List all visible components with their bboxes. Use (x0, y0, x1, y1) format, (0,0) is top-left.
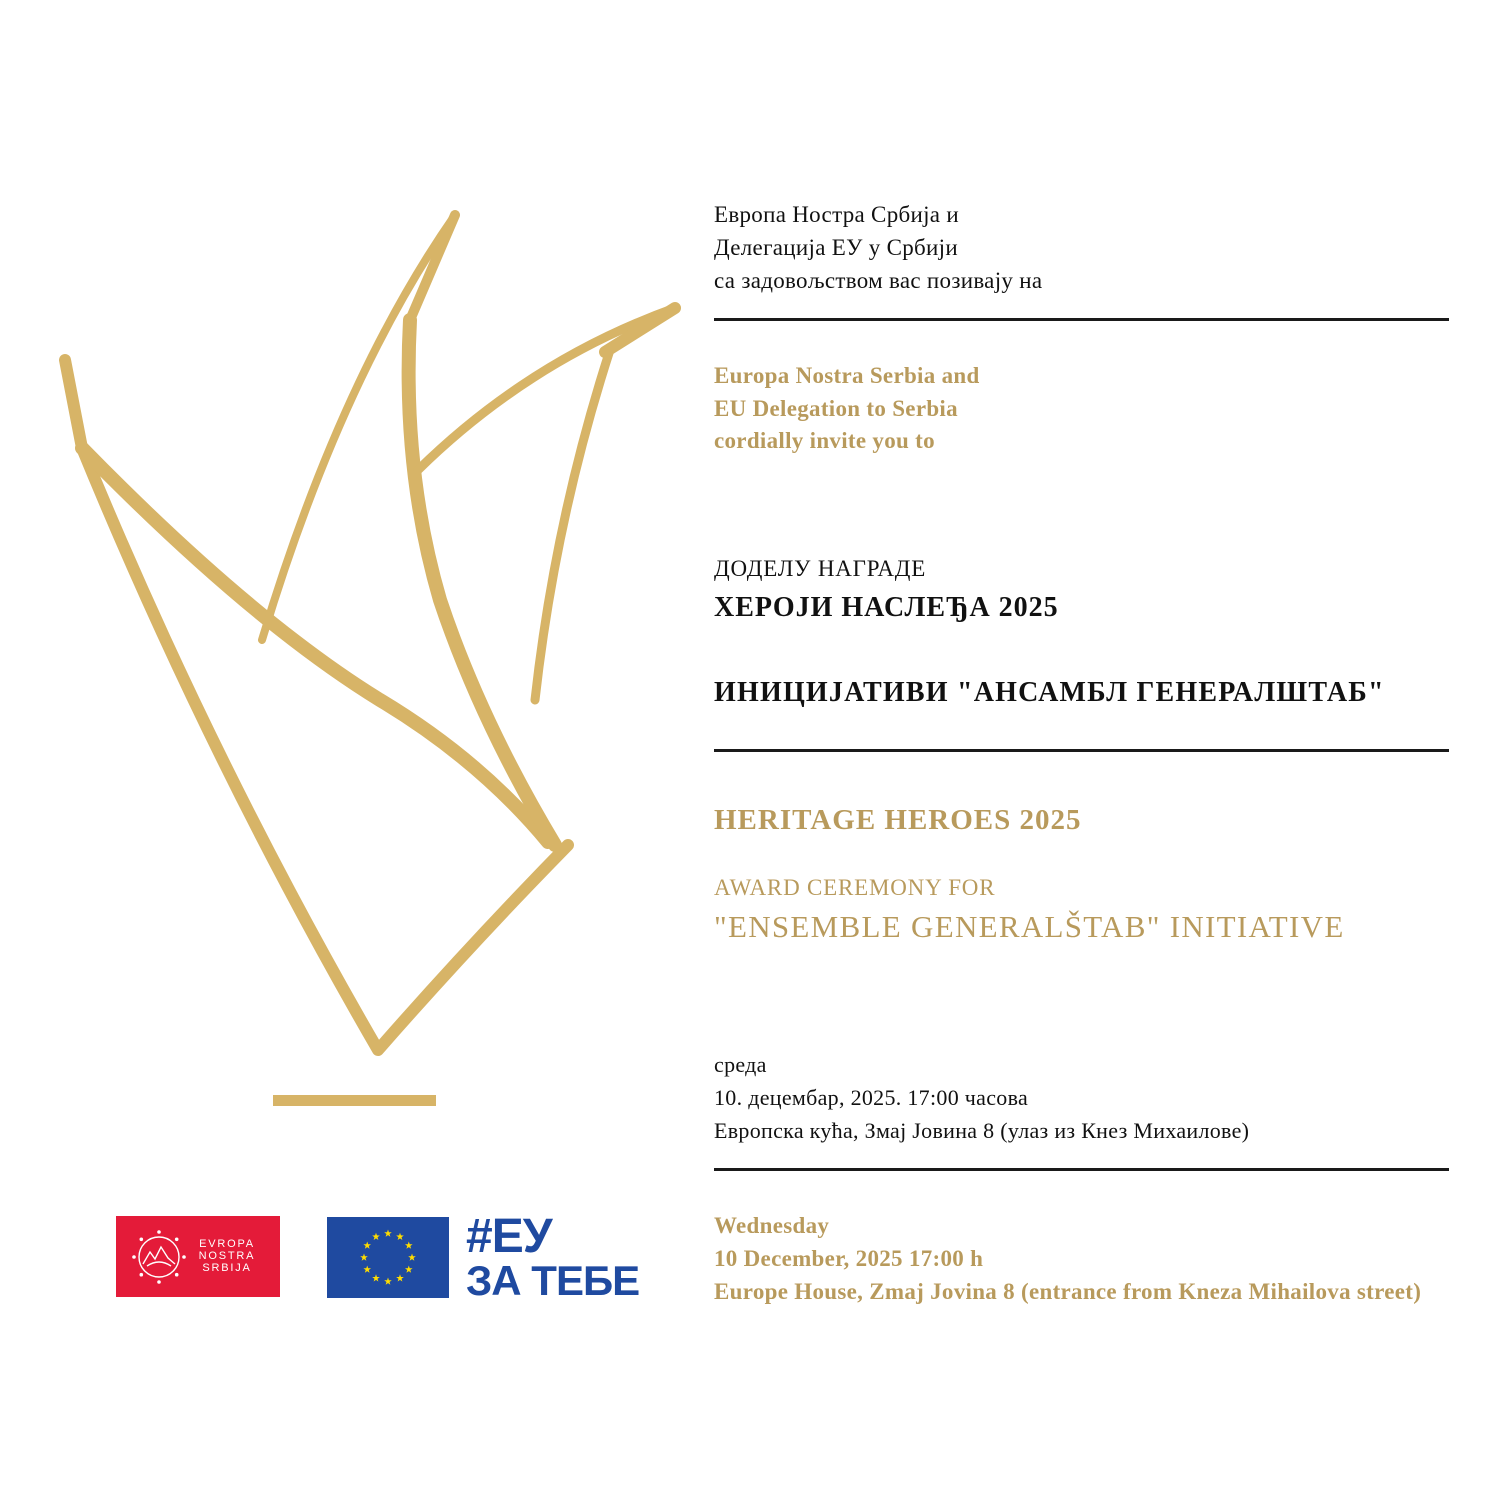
logo-text-line1: EVROPA (199, 1238, 255, 1250)
intro-sr-line3: са задовољством вас позивају на (714, 268, 1043, 293)
event-details-serbian (714, 1048, 1454, 1147)
eu-star-icon (372, 1233, 380, 1240)
europa-nostra-logo-icon (130, 1228, 188, 1286)
event-datetime-sr: 10. децембар, 2025. 17:00 часова (714, 1085, 1029, 1110)
event-place-sr: Европска кућа, Змај Јовина 8 (улаз из Кнез Михаилове) (714, 1118, 1250, 1143)
eu-star-icon (384, 1230, 392, 1237)
eu-star-icon (405, 1266, 413, 1273)
event-day-sr: среда (714, 1052, 767, 1077)
event-day-en: Wednesday (714, 1213, 830, 1238)
europa-nostra-logo (116, 1216, 280, 1297)
divider (714, 1168, 1449, 1171)
logo-text-line2: NOSTRA (198, 1250, 256, 1262)
eu-flag (327, 1217, 449, 1298)
award-en-initiative: "ENSEMBLE GENERALŠTAB" INITIATIVE (714, 909, 1345, 944)
award-en-title: HERITAGE HEROES 2025 (714, 804, 1082, 836)
intro-sr-line2: Делегација ЕУ у Србији (714, 235, 958, 260)
eu-star-icon (396, 1233, 404, 1240)
eu-slogan-line1: #ЕУ (466, 1210, 552, 1263)
logo-text-line3: SRBIJA (202, 1262, 252, 1274)
eu-flag-icon (327, 1217, 449, 1298)
eu-star-icon (396, 1274, 404, 1281)
eu-star-icon (405, 1242, 413, 1249)
eu-star-icon (363, 1242, 371, 1249)
intro-sr-line1: Европа Ностра Србија и (714, 202, 959, 227)
eu-star-icon (372, 1274, 380, 1281)
eu-slogan-line2: ЗА ТЕБЕ (466, 1257, 640, 1304)
award-sr-subtitle: ДОДЕЛУ НАГРАДЕ (714, 556, 927, 581)
eu-star-icon (408, 1254, 416, 1261)
award-sr-title: ХЕРОЈИ НАСЛЕЂА 2025 (714, 592, 1059, 623)
intro-english (714, 360, 1454, 458)
divider (714, 749, 1449, 752)
event-details-english (714, 1209, 1454, 1308)
divider (714, 318, 1449, 321)
award-en-subtitle: AWARD CEREMONY FOR (714, 875, 996, 900)
award-emblem-icon (55, 205, 685, 1115)
eu-star-icon (360, 1254, 368, 1261)
intro-serbian (714, 198, 1454, 297)
intro-en-line1: Europa Nostra Serbia and (714, 363, 980, 388)
event-place-en: Europe House, Zmaj Jovina 8 (entrance from Kneza Mihailova street) (714, 1279, 1422, 1304)
intro-en-line3: cordially invite you to (714, 428, 935, 453)
eu-star-icon (384, 1278, 392, 1285)
intro-en-line2: EU Delegation to Serbia (714, 395, 958, 421)
event-datetime-en: 10 December, 2025 17:00 h (714, 1246, 984, 1271)
award-sr-initiative: ИНИЦИЈАТИВИ "АНСАМБЛ ГЕНЕРАЛШТАБ" (714, 677, 1385, 708)
eu-star-icon (363, 1266, 371, 1273)
